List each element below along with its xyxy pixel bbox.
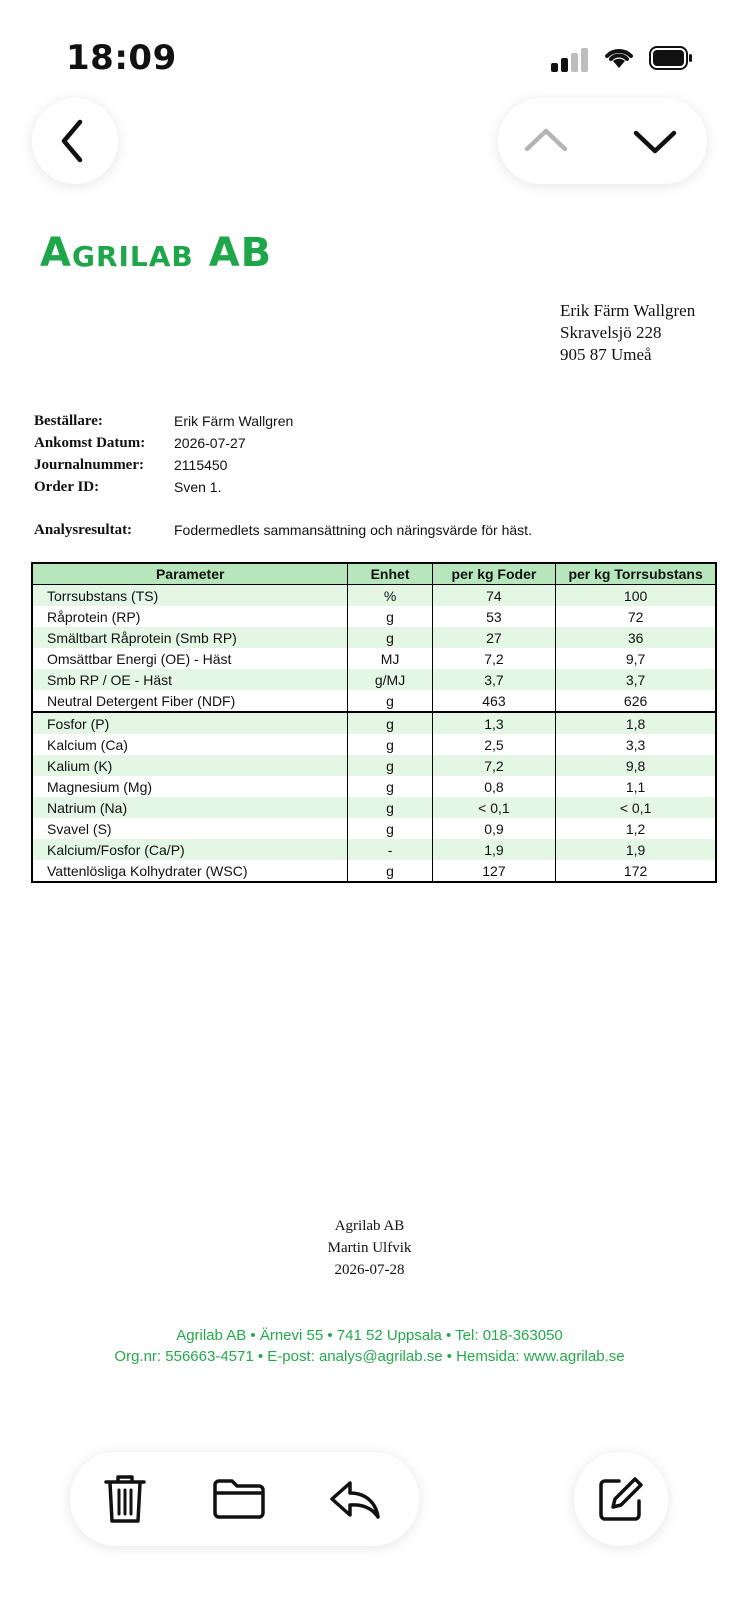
recipient-city: 905 87 Umeå [560,345,652,364]
company-footer [0,1325,739,1367]
signature-name: Martin Ulfvik [327,1240,412,1256]
parameter-cell: Torrsubstans (TS) [32,585,348,607]
per-kg-dry-matter-cell: 3,3 [556,734,716,755]
signature-company: Agrilab AB [334,1218,405,1234]
meta-label: Ankomst Datum: [34,434,146,451]
meta-label: Journalnummer: [34,456,144,473]
per-kg-feed-cell: 27 [432,627,556,648]
per-kg-dry-matter-cell: 9,8 [556,755,716,776]
per-kg-feed-cell: 127 [432,860,556,882]
meta-label: Beställare: [34,412,103,429]
table-row [32,606,716,627]
reply-icon [328,1477,382,1521]
per-kg-feed-cell: 53 [432,606,556,627]
meta-row [34,476,293,498]
results-table [31,562,717,883]
per-kg-dry-matter-cell: 9,7 [556,648,716,669]
unit-cell: g [348,690,432,712]
analysis-description [34,522,532,539]
column-header: Parameter [32,563,348,585]
table-row [32,776,716,797]
parameter-cell: Natrium (Na) [32,797,348,818]
parameter-cell: Fosfor (P) [32,712,348,734]
unit-cell: - [348,839,432,860]
table-row [32,712,716,734]
table-row [32,627,716,648]
per-kg-feed-cell: 2,5 [432,734,556,755]
unit-cell: g [348,818,432,839]
per-kg-feed-cell: 0,9 [432,818,556,839]
table-row [32,818,716,839]
unit-cell: g [348,712,432,734]
per-kg-dry-matter-cell: 1,9 [556,839,716,860]
meta-row [34,410,293,432]
unit-cell: g [348,606,432,627]
table-row [32,797,716,818]
mail-toolbar [70,1452,419,1546]
parameter-cell: Råprotein (RP) [32,606,348,627]
parameter-cell: Neutral Detergent Fiber (NDF) [32,690,348,712]
unit-cell: % [348,585,432,607]
per-kg-feed-cell: 7,2 [432,755,556,776]
meta-row [34,454,293,476]
table-row [32,839,716,860]
order-meta [34,410,293,498]
per-kg-feed-cell: < 0,1 [432,797,556,818]
per-kg-dry-matter-cell: 100 [556,585,716,607]
status-time: 18:09 [66,38,177,78]
unit-cell: MJ [348,648,432,669]
per-kg-dry-matter-cell: 172 [556,860,716,882]
parameter-cell: Omsättbar Energi (OE) - Häst [32,648,348,669]
unit-cell: g/MJ [348,669,432,690]
per-kg-dry-matter-cell: 3,7 [556,669,716,690]
recipient-address [560,300,695,366]
chevron-down-icon [603,98,703,184]
per-kg-feed-cell: 3,7 [432,669,556,690]
meta-value: 2115450 [174,457,228,473]
analysis-value: Fodermedlets sammansättning och näringsvärde för häst. [174,522,532,538]
wifi-icon [602,44,636,70]
parameter-cell: Svavel (S) [32,818,348,839]
table-row [32,755,716,776]
unit-cell: g [348,797,432,818]
per-kg-feed-cell: 74 [432,585,556,607]
meta-value: Erik Färm Wallgren [174,413,294,429]
column-header: per kg Foder [432,563,556,585]
per-kg-dry-matter-cell: 36 [556,627,716,648]
company-logo: Agrilab AB [40,230,273,276]
per-kg-feed-cell: 0,8 [432,776,556,797]
table-row [32,690,716,712]
recipient-name: Erik Färm Wallgren [560,301,696,320]
reply-button[interactable] [310,1452,400,1546]
analysis-label: Analysresultat: [34,522,133,538]
battery-icon [649,46,693,70]
per-kg-dry-matter-cell: 72 [556,606,716,627]
meta-label: Order ID: [34,478,100,495]
folder-icon [212,1477,266,1521]
unit-cell: g [348,755,432,776]
unit-cell: g [348,734,432,755]
cellular-signal-icon [551,46,591,72]
footer-line: Org.nr: 556663-4571 • E-post: analys@agrilab.se • Hemsida: www.agrilab.se [114,1348,625,1365]
status-bar [0,0,739,100]
message-navigation [498,98,707,184]
unit-cell: g [348,860,432,882]
column-header: Enhet [348,563,432,585]
table-header-row [32,563,716,585]
recipient-street: Skravelsjö 228 [560,323,662,342]
per-kg-dry-matter-cell: 626 [556,690,716,712]
table-row [32,860,716,882]
per-kg-feed-cell: 463 [432,690,556,712]
unit-cell: g [348,776,432,797]
next-button[interactable] [603,98,703,184]
per-kg-dry-matter-cell: < 0,1 [556,797,716,818]
meta-value: 2026-07-27 [174,435,246,451]
per-kg-feed-cell: 1,9 [432,839,556,860]
column-header: per kg Torrsubstans [556,563,716,585]
footer-line: Agrilab AB • Ärnevi 55 • 741 52 Uppsala • Tel: 018-363050 [176,1327,563,1344]
compose-icon [597,1475,645,1523]
signature-block [0,1215,739,1281]
parameter-cell: Smb RP / OE - Häst [32,669,348,690]
meta-value: Sven 1. [174,479,222,495]
per-kg-feed-cell: 7,2 [432,648,556,669]
delete-button[interactable] [80,1452,170,1546]
per-kg-dry-matter-cell: 1,8 [556,712,716,734]
per-kg-dry-matter-cell: 1,1 [556,776,716,797]
chevron-left-icon [32,98,118,184]
signature-date: 2026-07-28 [334,1262,405,1278]
parameter-cell: Vattenlösliga Kolhydrater (WSC) [32,860,348,882]
per-kg-dry-matter-cell: 1,2 [556,818,716,839]
table-row [32,648,716,669]
table-row [32,734,716,755]
table-row [32,669,716,690]
compose-button[interactable] [574,1452,668,1546]
compose-button-inner[interactable] [576,1452,666,1546]
parameter-cell: Kalcium/Fosfor (Ca/P) [32,839,348,860]
parameter-cell: Magnesium (Mg) [32,776,348,797]
trash-icon [103,1473,147,1525]
parameter-cell: Smältbart Råprotein (Smb RP) [32,627,348,648]
meta-row [34,432,293,454]
parameter-cell: Kalium (K) [32,755,348,776]
per-kg-feed-cell: 1,3 [432,712,556,734]
back-button[interactable] [32,98,118,184]
parameter-cell: Kalcium (Ca) [32,734,348,755]
move-to-folder-button[interactable] [194,1452,284,1546]
previous-button[interactable] [498,98,598,184]
chevron-up-icon [498,98,598,184]
unit-cell: g [348,627,432,648]
table-row [32,585,716,607]
